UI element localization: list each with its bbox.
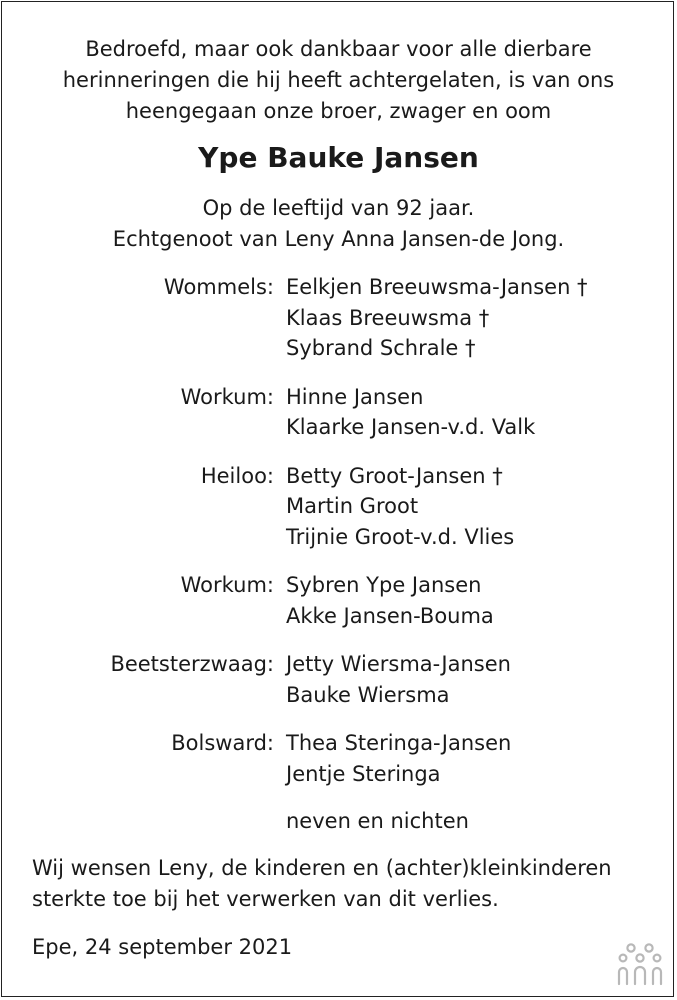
family-place: Beetsterzwaag: (110, 652, 274, 676)
family-place: Workum: (180, 384, 274, 409)
family-member: Jetty Wiersma-Jansen (286, 652, 511, 676)
family-member: Klaarke Jansen-v.d. Valk (286, 415, 536, 439)
family-group (0, 649, 677, 710)
intro-line: herinneringen die hij heeft achtergelaten, is van ons (62, 68, 615, 92)
family-member: Jentje Steringa (286, 761, 441, 786)
family-member: Bauke Wiersma (286, 682, 450, 707)
family-member: Hinne Jansen (286, 384, 424, 409)
family-place: Wommels: (163, 275, 274, 299)
family-place: Workum: (180, 573, 274, 597)
closing-line: Wij wensen Leny, de kinderen en (achter)kleinkinderen (32, 856, 612, 880)
closing-line: sterkte toe bij het verwerken van dit verlies. (32, 887, 499, 911)
family-member: Klaas Breeuwsma † (286, 305, 490, 330)
family-place: Heiloo: (200, 463, 274, 488)
family-member: Eelkjen Breeuwsma-Jansen † (286, 275, 588, 299)
family-member: Sybrand Schrale † (286, 336, 476, 360)
family-member: Betty Groot-Jansen † (286, 463, 503, 488)
family-names (286, 272, 588, 364)
family-names (286, 570, 494, 631)
neven-en-nichten: neven en nichten (286, 809, 469, 833)
family-names (286, 382, 535, 443)
family-group (0, 570, 677, 631)
family-list (0, 272, 677, 807)
family-names (286, 461, 514, 553)
family-place: Bolsward: (171, 731, 274, 755)
family-group (0, 272, 677, 364)
closing-text (32, 853, 612, 915)
family-group (0, 728, 677, 789)
intro-line: Bedroefd, maar ook dankbaar voor alle dierbare (85, 37, 592, 61)
family-member: Thea Steringa-Jansen (286, 731, 512, 755)
age-line: Op de leeftijd van 92 jaar. (202, 196, 475, 220)
family-group (0, 461, 677, 553)
family-member: Sybren Ype Jansen (286, 573, 482, 597)
details (0, 193, 677, 255)
family-member: Akke Jansen-Bouma (286, 603, 494, 628)
family-group (0, 382, 677, 443)
people-group-icon (616, 940, 664, 988)
family-names (286, 728, 511, 789)
place-date: Epe, 24 september 2021 (32, 935, 293, 959)
family-member: Martin Groot (286, 494, 419, 518)
family-names (286, 649, 511, 710)
intro-text (0, 34, 677, 127)
family-member: Trijnie Groot-v.d. Vlies (286, 524, 515, 549)
deceased-name: Ype Bauke Jansen (198, 141, 479, 174)
intro-line: heengegaan onze broer, zwager en oom (125, 99, 552, 123)
spouse-line: Echtgenoot van Leny Anna Jansen-de Jong. (112, 227, 565, 251)
